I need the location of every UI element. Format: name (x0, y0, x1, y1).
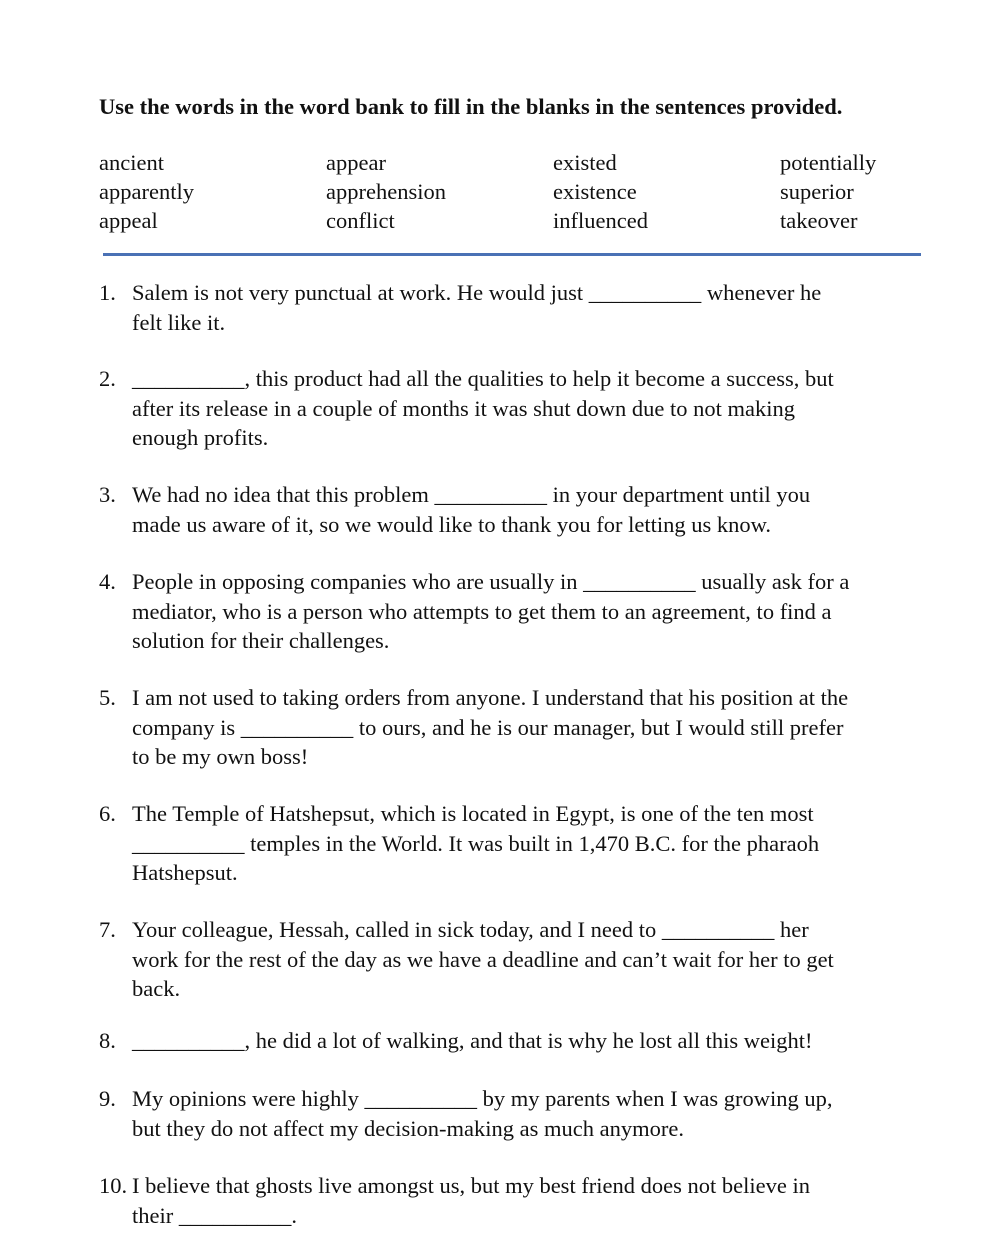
question-9 (99, 1084, 949, 1143)
word-bank-item: appeal (99, 208, 158, 233)
question-2 (99, 364, 949, 453)
word-bank-item: influenced (553, 208, 648, 233)
question-number: 8. (99, 1028, 116, 1053)
question-8 (99, 1026, 949, 1056)
word-bank-item: apparently (99, 179, 194, 204)
question-10 (99, 1171, 949, 1230)
word-bank-item: appear (326, 150, 386, 175)
question-4 (99, 567, 949, 656)
word-bank-item: existence (553, 179, 637, 204)
question-text: Your colleague, Hessah, called in sick today, and I need to __________ her work for the rest of the day as we have a deadline and can’t wait for her to get back. (132, 917, 834, 1001)
instructions-heading: Use the words in the word bank to fill in the blanks in the sentences provided. (99, 94, 843, 119)
question-text: My opinions were highly __________ by my parents when I was growing up, but they do not affect my decision-making as much anymore. (132, 1086, 833, 1141)
question-number: 6. (99, 801, 116, 826)
question-number: 10. (99, 1173, 128, 1198)
question-text: Salem is not very punctual at work. He would just __________ whenever he felt like it. (132, 280, 822, 335)
question-6 (99, 799, 949, 888)
word-bank-item: takeover (780, 208, 858, 233)
word-bank-item: conflict (326, 208, 395, 233)
question-number: 3. (99, 482, 116, 507)
word-bank (99, 148, 939, 235)
question-text: __________, he did a lot of walking, and that is why he lost all this weight! (132, 1028, 813, 1053)
question-number: 9. (99, 1086, 116, 1111)
question-1 (99, 278, 949, 337)
word-bank-item: apprehension (326, 179, 446, 204)
question-text: People in opposing companies who are usually in __________ usually ask for a mediator, who is a person who attempts to get them to an agreement, to find a solution for their challenges. (132, 569, 850, 653)
question-text: __________, this product had all the qualities to help it become a success, but after its release in a couple of months it was shut down due to not making enough profits. (132, 366, 834, 450)
word-bank-item: potentially (780, 150, 877, 175)
question-text: I believe that ghosts live amongst us, but my best friend does not believe in their __________. (132, 1173, 810, 1228)
question-number: 7. (99, 917, 116, 942)
question-7 (99, 915, 949, 1004)
question-3 (99, 480, 949, 539)
question-number: 2. (99, 366, 116, 391)
word-bank-item: ancient (99, 150, 164, 175)
question-number: 5. (99, 685, 116, 710)
question-5 (99, 683, 949, 772)
question-text: I am not used to taking orders from anyone. I understand that his position at the company is __________ to ours, and he is our manager, but I would still prefer to be my own boss! (132, 685, 849, 769)
question-text: We had no idea that this problem __________ in your department until you made us aware of it, so we would like to thank you for letting us know. (132, 482, 811, 537)
question-text: The Temple of Hatshepsut, which is located in Egypt, is one of the ten most __________ temples in the World. It was built in 1,470 B.C. for the pharaoh Hatshepsut. (132, 801, 820, 885)
word-bank-item: superior (780, 179, 854, 204)
section-divider (103, 253, 921, 256)
question-number: 4. (99, 569, 116, 594)
word-bank-item: existed (553, 150, 617, 175)
question-number: 1. (99, 280, 116, 305)
